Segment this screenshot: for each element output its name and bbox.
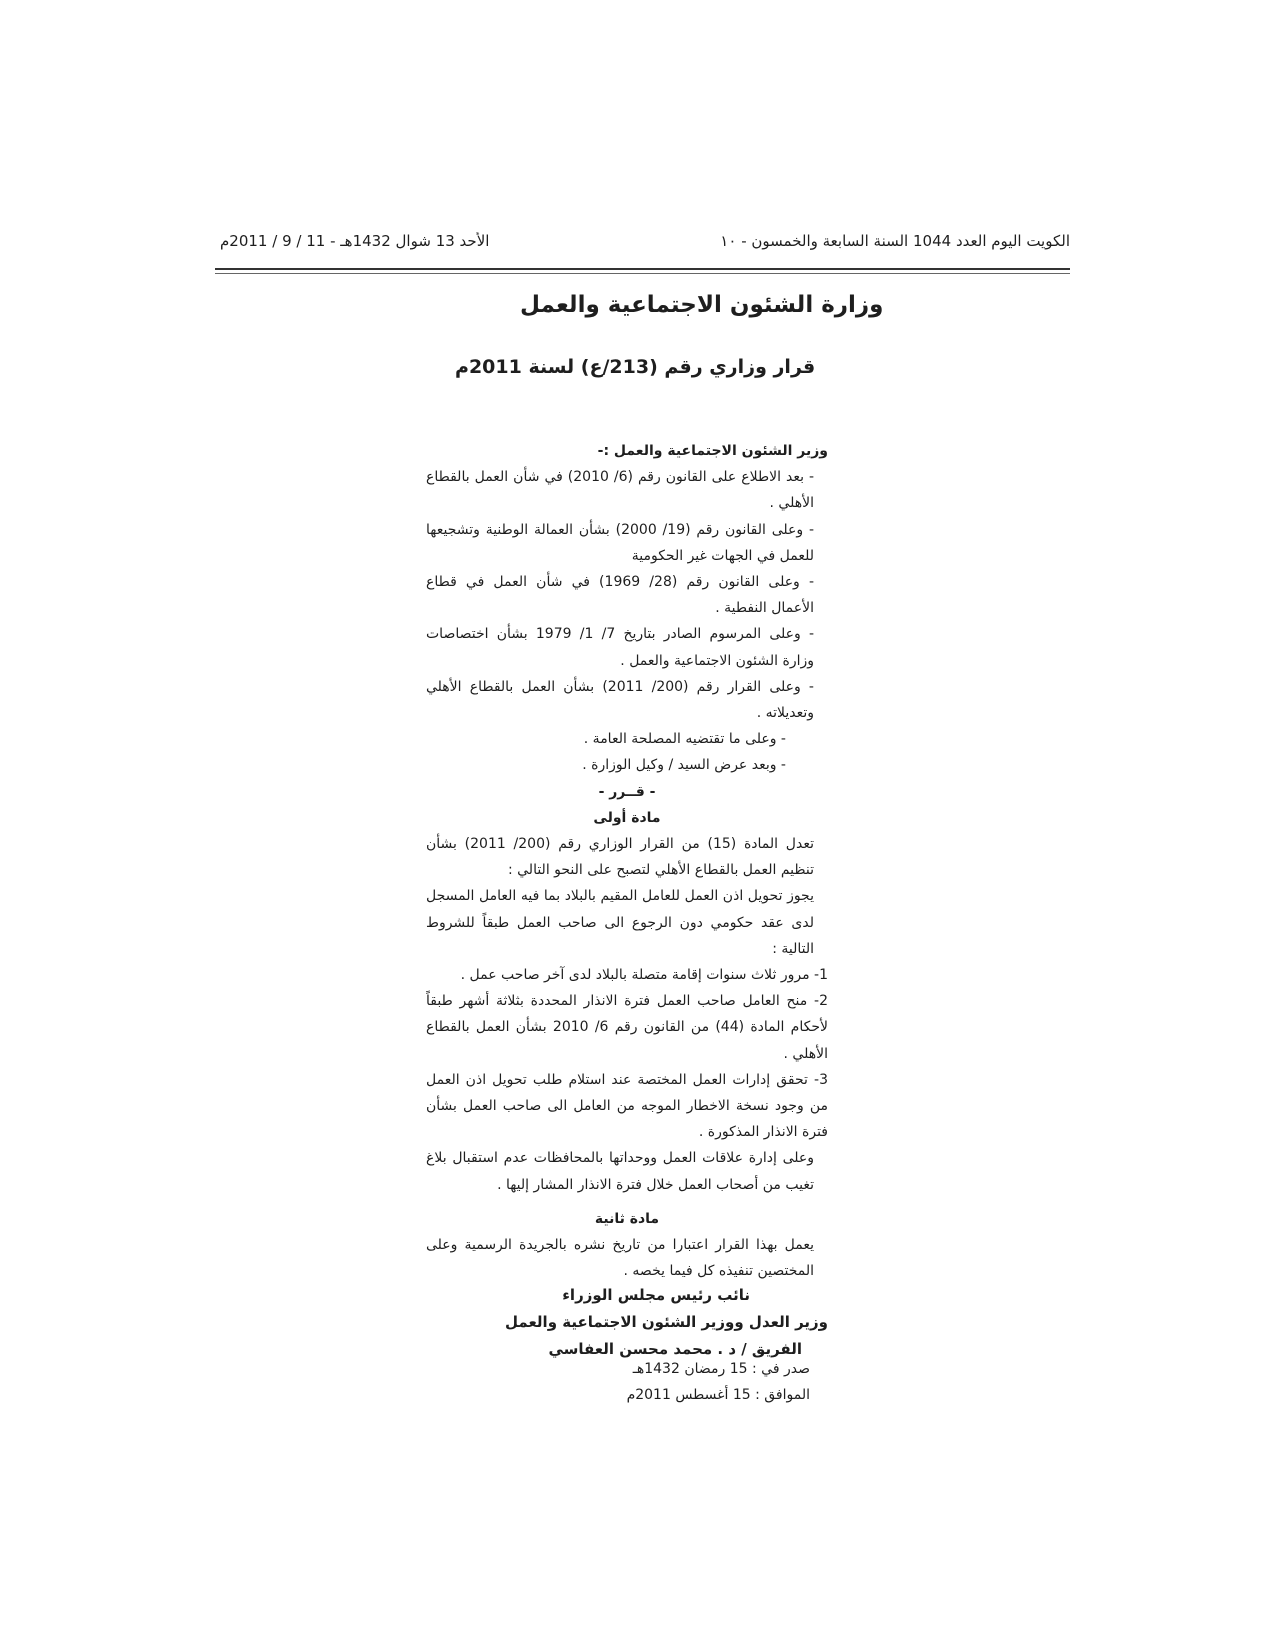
signature-block [426, 1282, 828, 1363]
header-rule [215, 268, 1070, 270]
decided-heading: - قــرر - [598, 783, 656, 800]
issue-dates [560, 1356, 810, 1408]
recital-short: - وعلى ما تقتضيه المصلحة العامة . [583, 731, 786, 748]
gazette-header-left: الأحد 13 شوال 1432هـ - 11 / 9 / 2011م [220, 232, 490, 250]
article-2-text: يعمل بهذا القرار اعتبارا من تاريخ نشره بالجريدة الرسمية وعلى المختصين تنفيذه كل فيما يخصه . [426, 1237, 814, 1280]
recital: - وعلى القرار رقم (200/ 2011) بشأن العمل بالقطاع الأهلي وتعديلاته . [426, 678, 814, 722]
article-1-condition: 2- منح العامل صاحب العمل فترة الانذار المحددة بثلاثة أشهر طبقاً لأحكام المادة (44) من القانون رقم 6/ 2010 بشأن العمل بالقطاع الأهلي . [426, 993, 828, 1062]
recital: - بعد الاطلاع على القانون رقم (6/ 2010) في شأن العمل بالقطاع الأهلي . [426, 469, 815, 512]
article-1-condition: 3- تحقق إدارات العمل المختصة عند استلام طلب تحويل اذن العمل من وجود نسخة الاخطار الموجه من العامل الى صاحب العمل بشأن فترة الانذار المذكورة . [426, 1071, 828, 1141]
article-1-condition: 1- مرور ثلاث سنوات إقامة متصلة بالبلاد لدى آخر صاحب عمل . [460, 967, 828, 984]
header-rule-thin [215, 273, 1070, 274]
signature-line: نائب رئيس مجلس الوزراء [562, 1286, 750, 1304]
article-1-intro: تعدل المادة (15) من القرار الوزاري رقم (200/ 2011) بشأن تنظيم العمل بالقطاع الأهلي لتصبح على النحو التالي : [426, 836, 814, 879]
ministry-heading: وزارة الشئون الاجتماعية والعمل [520, 292, 884, 318]
article-1-text: يجوز تحويل اذن العمل للعامل المقيم بالبلاد بما فيه العامل المسجل لدى عقد حكومي دون الرجوع الى صاحب العمل طبقاً للشروط التالية : [426, 888, 814, 957]
recital-short: - وبعد عرض السيد / وكيل الوزارة . [582, 757, 786, 774]
recital: - وعلى القانون رقم (19/ 2000) بشأن العمالة الوطنية وتشجيعها للعمل في الجهات غير الحكومية [426, 521, 815, 564]
signature-name: الفريق / د . محمد محسن العفاسي [548, 1340, 802, 1358]
recital: - وعلى القانون رقم (28/ 1969) في شأن العمل في قطاع الأعمال النفطية . [426, 574, 815, 617]
signature-line: وزير العدل ووزير الشئون الاجتماعية والعمل [505, 1313, 828, 1331]
issued-date: صدر في : 15 رمضان 1432هـ [632, 1361, 810, 1377]
article-2-title: مادة ثانية [594, 1210, 660, 1227]
gazette-header-right: الكويت اليوم العدد 1044 السنة السابعة والخمسون - ١٠ [720, 232, 1070, 250]
corresponding-date: الموافق : 15 أغسطس 2011م [626, 1387, 810, 1403]
minister-heading: وزير الشئون الاجتماعية والعمل :- [597, 443, 828, 459]
recital: - وعلى المرسوم الصادر بتاريخ 7/ 1/ 1979 بشأن اختصاصات وزارة الشئون الاجتماعية والعمل . [426, 626, 815, 669]
article-1-closing: وعلى إدارة علاقات العمل ووحداتها بالمحافظات عدم استقبال بلاغ تغيب من أصحاب العمل خلال فترة الانذار المشار إليها . [426, 1150, 814, 1193]
decree-body [426, 438, 828, 1285]
article-1-title: مادة أولى [593, 809, 661, 826]
decree-title: قرار وزاري رقم (213/ع) لسنة 2011م [455, 356, 816, 378]
